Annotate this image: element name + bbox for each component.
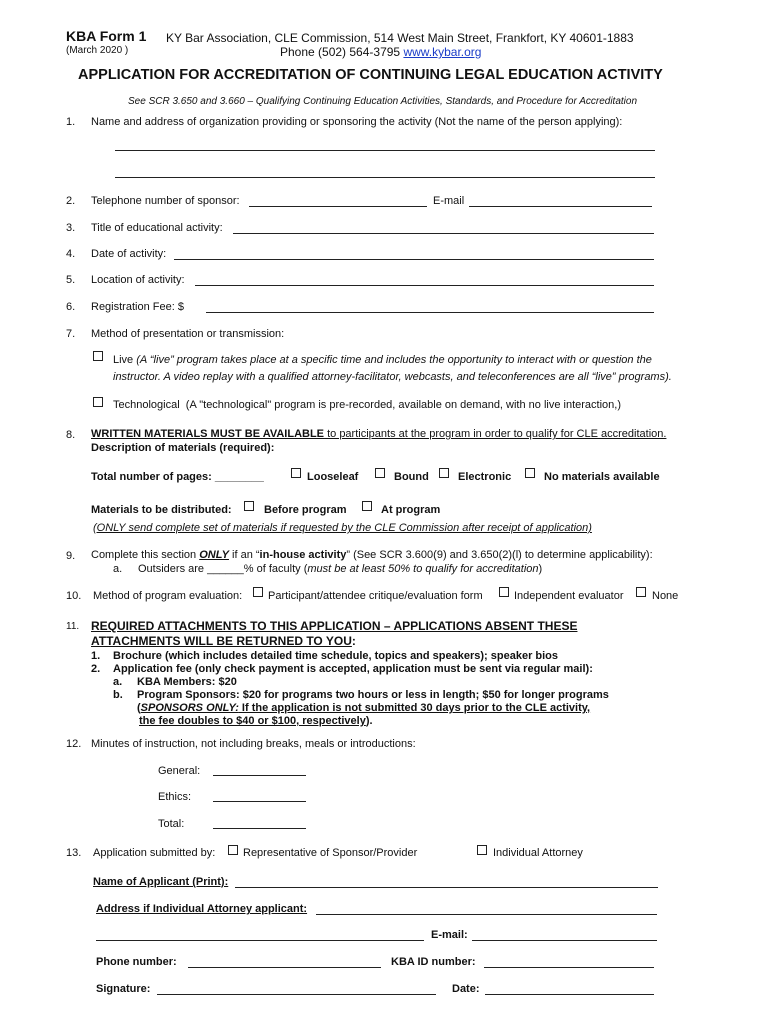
kba-id-label: KBA ID number: xyxy=(391,956,476,968)
q8-written-rest: to participants at the program in order to qualify for CLE accreditation. xyxy=(324,428,667,440)
pages-field[interactable]: ________ xyxy=(214,471,264,483)
q11-number: 11. xyxy=(66,621,80,632)
attachments-heading-2: ATTACHMENTS WILL BE RETURNED TO YOU: xyxy=(91,634,356,648)
no-materials-label: No materials available xyxy=(544,471,660,483)
general-minutes-field[interactable] xyxy=(213,775,306,776)
live-checkbox[interactable] xyxy=(93,351,103,361)
independent-evaluator-label: Independent evaluator xyxy=(514,590,624,602)
applicant-name-label: Name of Applicant (Print): xyxy=(93,876,229,888)
live-text xyxy=(113,354,652,366)
looseleaf-checkbox[interactable] xyxy=(291,468,301,478)
q10-label: Method of program evaluation: xyxy=(93,590,243,602)
bound-checkbox[interactable] xyxy=(375,468,385,478)
registration-fee-field[interactable] xyxy=(206,312,654,313)
tech-desc: (A "technological" program is pre-recorded, available on demand, with no live interaction,) xyxy=(185,399,621,411)
signature-field[interactable] xyxy=(157,994,436,995)
org-address: KY Bar Association, CLE Commission, 514 West Main Street, Frankfort, KY 40601-1883 xyxy=(166,31,634,45)
eval-form-label: Participant/attendee critique/evaluation form xyxy=(268,590,483,602)
q1-field-line-1[interactable] xyxy=(115,150,655,151)
attachment-1-number: 1. xyxy=(91,650,101,662)
pages-label: Total number of pages: ________ xyxy=(91,471,264,483)
q4-label: Date of activity: xyxy=(91,248,167,260)
no-evaluation-checkbox[interactable] xyxy=(636,587,646,597)
distribution-label: Materials to be distributed: xyxy=(91,504,232,516)
q2-email-label: E-mail xyxy=(433,195,465,207)
representative-checkbox[interactable] xyxy=(228,845,238,855)
q3-label: Title of educational activity: xyxy=(91,222,223,234)
live-desc-1: (A “live” program takes place at a specific time and includes the opportunity to interact with or question the xyxy=(136,354,652,366)
attachments-heading-1: REQUIRED ATTACHMENTS TO THIS APPLICATION – APPLICATIONS ABSENT THESE xyxy=(91,619,578,633)
looseleaf-label: Looseleaf xyxy=(307,471,359,483)
individual-attorney-label: Individual Attorney xyxy=(493,847,583,859)
form-name: KBA Form 1 xyxy=(66,28,147,44)
electronic-label: Electronic xyxy=(458,471,512,483)
tech-label: Technological xyxy=(113,399,180,411)
activity-title-field[interactable] xyxy=(233,233,654,234)
signature-label: Signature: xyxy=(96,983,151,995)
before-program-checkbox[interactable] xyxy=(244,501,254,511)
q6-number: 6. xyxy=(66,301,76,313)
website-link[interactable]: www.kybar.org xyxy=(403,45,482,59)
phone-number-field[interactable] xyxy=(188,967,381,968)
org-phone: Phone (502) 564-3795 xyxy=(280,45,401,59)
before-program-label: Before program xyxy=(264,504,347,516)
q2-label: Telephone number of sponsor: xyxy=(91,195,240,207)
no-evaluation-label: None xyxy=(652,590,679,602)
ethics-minutes-field[interactable] xyxy=(213,801,306,802)
individual-attorney-checkbox[interactable] xyxy=(477,845,487,855)
bound-label: Bound xyxy=(394,471,429,483)
q10-number: 10. xyxy=(66,590,82,602)
technological-checkbox[interactable] xyxy=(93,397,103,407)
no-materials-checkbox[interactable] xyxy=(525,468,535,478)
eval-form-checkbox[interactable] xyxy=(253,587,263,597)
phone-number-label: Phone number: xyxy=(96,956,177,968)
attorney-address-field-1[interactable] xyxy=(316,914,657,915)
live-label: Live xyxy=(113,354,134,366)
fee-b-text: Program Sponsors: $20 for programs two hours or less in length; $50 for longer programs xyxy=(137,689,609,701)
kba-id-field[interactable] xyxy=(484,967,654,968)
q7-label: Method of presentation or transmission: xyxy=(91,328,285,340)
q1-field-line-2[interactable] xyxy=(115,177,655,178)
q12-label: Minutes of instruction, not including breaks, meals or introductions: xyxy=(91,738,416,750)
date-field[interactable] xyxy=(485,994,654,995)
activity-location-field[interactable] xyxy=(195,285,654,286)
q13-label: Application submitted by: xyxy=(93,847,216,859)
materials-note: (ONLY send complete set of materials if requested by the CLE Commission after receipt of application) xyxy=(93,522,592,534)
attorney-address-label: Address if Individual Attorney applicant: xyxy=(96,903,308,915)
q8-desc-label: Description of materials (required): xyxy=(91,442,275,454)
org-phone-line xyxy=(280,45,481,59)
general-minutes-label: General: xyxy=(158,765,201,777)
page-subtitle: See SCR 3.650 and 3.660 – Qualifying Continuing Education Activities, Standards, and Procedure for Accreditation xyxy=(128,96,638,107)
page-title: APPLICATION FOR ACCREDITATION OF CONTINUING LEGAL EDUCATION ACTIVITY xyxy=(78,67,663,83)
q8-written-line xyxy=(91,428,666,440)
outsiders-percent-field[interactable]: Outsiders are ______% of faculty (must be at least 50% to qualify for accreditation) xyxy=(138,563,543,575)
electronic-checkbox[interactable] xyxy=(439,468,449,478)
ethics-minutes-label: Ethics: xyxy=(158,791,192,803)
live-desc-2: instructor. A video replay with a qualified attorney-facilitator, webcasts, and teleconferences are all “live” programs). xyxy=(113,371,672,383)
q9-label: Complete this section ONLY if an “in-house activity” (See SCR 3.600(9) and 3.650(2)(l) to determine applicability): xyxy=(91,549,653,561)
attachment-2-text: Application fee (only check payment is accepted, application must be sent via regular mail): xyxy=(113,663,593,675)
q5-number: 5. xyxy=(66,274,76,286)
date-label: Date: xyxy=(452,983,480,995)
tech-text xyxy=(113,399,621,411)
representative-label: Representative of Sponsor/Provider xyxy=(243,847,418,859)
q8-written-bold: WRITTEN MATERIALS MUST BE AVAILABLE xyxy=(91,428,325,440)
q4-number: 4. xyxy=(66,248,76,260)
at-program-checkbox[interactable] xyxy=(362,501,372,511)
q1-number: 1. xyxy=(66,116,76,128)
sponsor-deadline-note: (SPONSORS ONLY: If the application is not submitted 30 days prior to the CLE activity, xyxy=(137,702,591,714)
q2-number: 2. xyxy=(66,195,76,207)
q9-sub-a-number: a. xyxy=(113,563,123,575)
independent-evaluator-checkbox[interactable] xyxy=(499,587,509,597)
sponsor-phone-field[interactable] xyxy=(249,206,427,207)
at-program-label: At program xyxy=(381,504,441,516)
fee-a-text: KBA Members: $20 xyxy=(137,676,237,688)
q3-number: 3. xyxy=(66,222,76,234)
form-date: (March 2020 ) xyxy=(66,45,129,56)
q5-label: Location of activity: xyxy=(91,274,185,286)
fee-b-number: b. xyxy=(113,689,123,701)
attachment-1-text: Brochure (which includes detailed time schedule, topics and speakers); speaker bios xyxy=(113,650,559,662)
q9-number: 9. xyxy=(66,550,76,562)
applicant-email-label: E-mail: xyxy=(431,929,468,941)
attorney-address-field-2[interactable] xyxy=(96,940,424,941)
applicant-email-field[interactable] xyxy=(472,940,657,941)
q8-number: 8. xyxy=(66,429,76,441)
q12-number: 12. xyxy=(66,738,82,750)
attachment-2-number: 2. xyxy=(91,663,101,675)
sponsor-email-field[interactable] xyxy=(469,206,652,207)
q13-number: 13. xyxy=(66,847,82,859)
total-minutes-field[interactable] xyxy=(213,828,306,829)
fee-doubles-note: the fee doubles to $40 or $100, respectively). xyxy=(139,715,373,727)
q1-label: Name and address of organization providing or sponsoring the activity (Not the name of the person applying): xyxy=(91,116,623,128)
q6-label: Registration Fee: $ xyxy=(91,301,184,313)
activity-date-field[interactable] xyxy=(174,259,654,260)
fee-a-number: a. xyxy=(113,676,123,688)
applicant-name-field[interactable] xyxy=(235,887,658,888)
total-minutes-label: Total: xyxy=(158,818,185,830)
q7-number: 7. xyxy=(66,328,76,340)
